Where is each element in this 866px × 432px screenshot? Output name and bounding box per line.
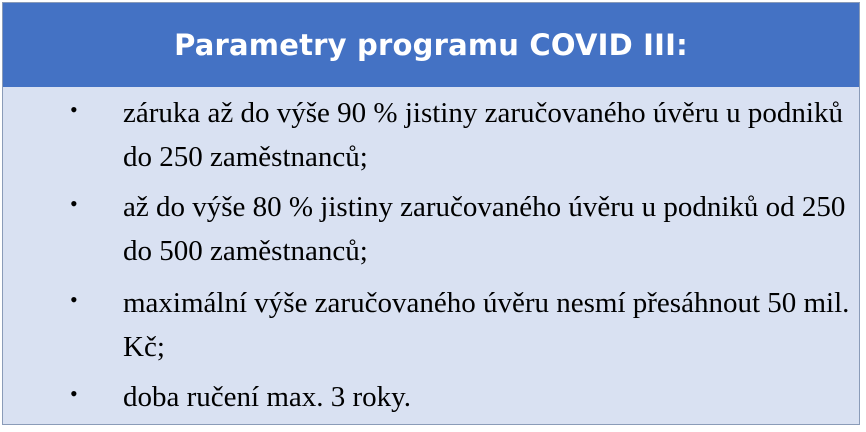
- bullet-icon: •: [70, 381, 78, 406]
- list-item-text: maximální výše zaručovaného úvěru nesmí přesáhnout 50 mil. Kč;: [123, 287, 850, 363]
- bullet-icon: •: [70, 287, 78, 312]
- list-item-text: záruka až do výše 90 % jistiny zaručovaného úvěru u podniků do 250 zaměstnanců;: [123, 97, 843, 173]
- bullet-icon: •: [70, 97, 78, 122]
- list-item-text: až do výše 80 % jistiny zaručovaného úvěru u podniků od 250 do 500 zaměstnanců;: [123, 191, 846, 267]
- list-item-text: doba ručení max. 3 roky.: [123, 381, 412, 413]
- info-box: [2, 2, 860, 425]
- header-bar: [3, 3, 859, 87]
- bullet-icon: •: [70, 191, 78, 216]
- box-title: Parametry programu COVID III:: [174, 28, 688, 62]
